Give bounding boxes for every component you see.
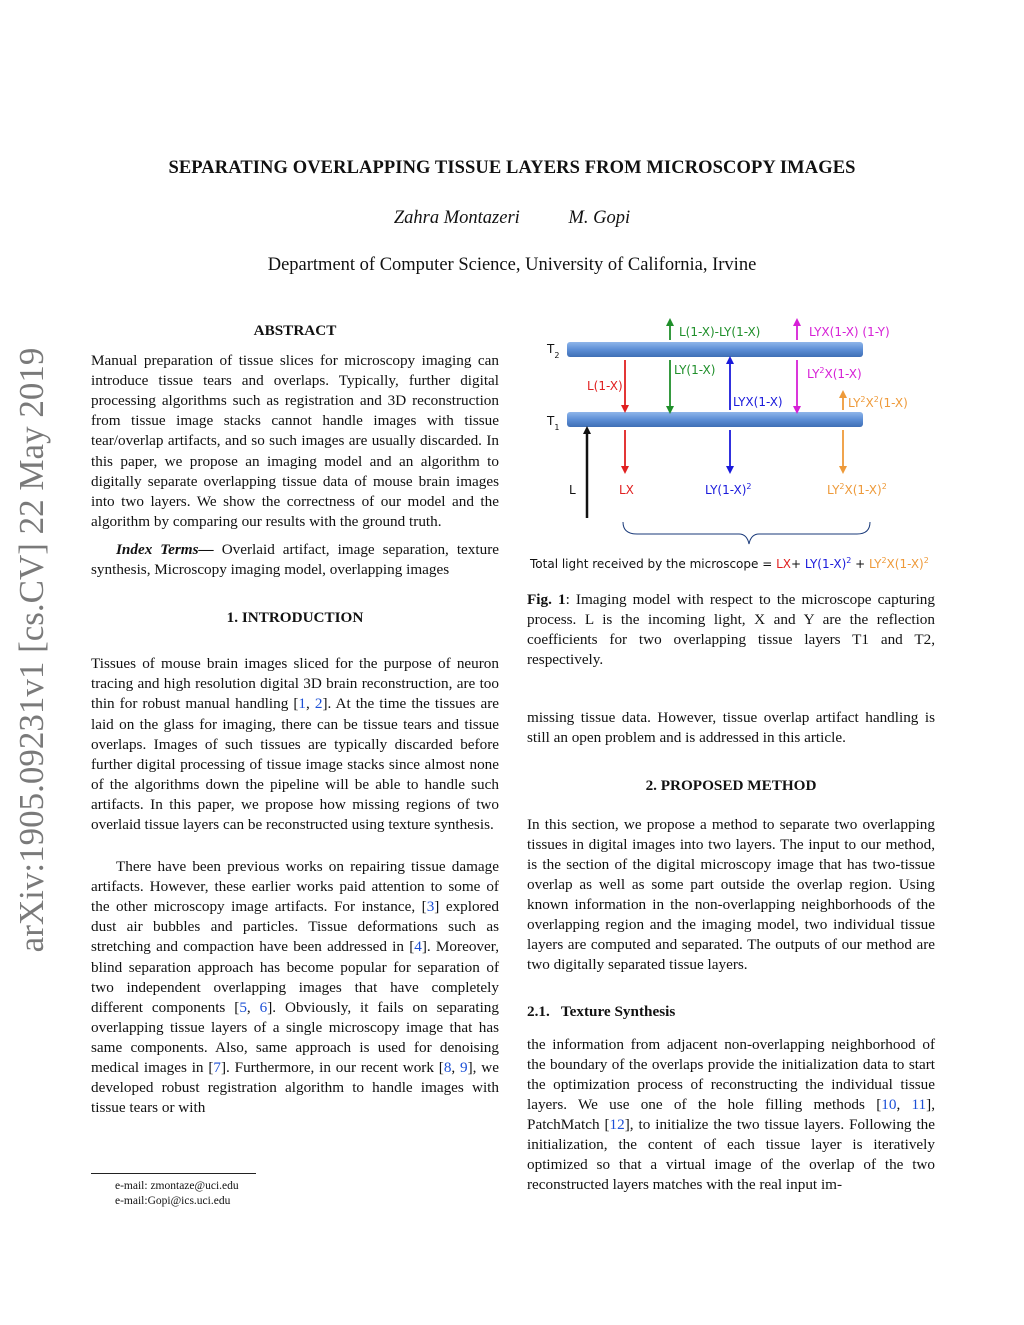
intro-p2-text-c: ]. Moreover, blind separation approach has become popular for separation of two independent overlapping images that have completely different components [ xyxy=(91,938,499,1016)
label-l1x: L(1-X) xyxy=(587,379,623,393)
footnotes xyxy=(115,1179,415,1209)
imaging-model-diagram xyxy=(527,318,947,580)
sum-brace xyxy=(623,522,870,544)
citation-5[interactable]: 5 xyxy=(239,998,247,1016)
index-terms-label: Index Terms— xyxy=(116,540,214,558)
footnote-rule xyxy=(91,1173,256,1174)
citation-4[interactable]: 4 xyxy=(414,938,422,956)
label-top-green: L(1-X)-LY(1-X) xyxy=(679,325,761,339)
citation-12[interactable]: 12 xyxy=(609,1115,625,1133)
index-terms xyxy=(91,540,499,580)
intro-paragraph-1 xyxy=(91,654,499,835)
footnote-email-2: e-mail:Gopi@ics.uci.edu xyxy=(115,1195,231,1207)
t1-label: $T_1$ xyxy=(547,414,560,432)
label-top-magenta: LYX(1-X) (1-Y) xyxy=(809,325,890,339)
intro-p2-text-e: ]. Furthermore, in our recent work [ xyxy=(220,1059,444,1076)
cite-sep: , xyxy=(306,695,315,713)
citation-8[interactable]: 8 xyxy=(443,1059,452,1076)
cite-sep: , xyxy=(246,998,260,1016)
citation-2[interactable]: 2 xyxy=(314,695,323,713)
citation-7[interactable]: 7 xyxy=(213,1059,221,1076)
texture-synthesis-heading: 2.1. Texture Synthesis xyxy=(527,1003,676,1021)
intro-heading: 1. INTRODUCTION xyxy=(226,609,364,627)
intro-p1-text-b: ]. At the time the tissues are laid on the glass for imaging, there can be tissue tears and tissue overlaps. Images of such tissues are typically discarded before further digital processing of tissue image stacks since almost none of the algorithms down the pipeline will be able to handle such artifacts. In this paper, we propose how missing regions of two overlaid tissue layers can be reconstructed using texture synthesis. xyxy=(91,695,500,833)
index-terms-text: Overlaid artifact, image separation, texture synthesis, Microscopy imaging model, overlapping images xyxy=(91,540,499,579)
intro-p2-text-d: ]. Obviously, it fails on separating overlapping tissue layers of a single microscopy image that has same components. Also, same approach is used for denoising medical images in [ xyxy=(91,998,499,1076)
figure-1 xyxy=(527,318,947,580)
label-orange-bottom: $LY^2X(1-X)^2$ xyxy=(827,482,887,497)
ts-text-a: the information from adjacent non-overlapping neighborhood of the boundary of the overlaps provide the initialization data to start the optimization process of reconstructing the individual tissue layers. We use one of the hole filling methods [ xyxy=(527,1035,935,1113)
figure-caption-text: : Imaging model with respect to the microscope capturing process. L is the incoming light, X and Y are the reflection coefficients for two overlapping tissue layers T1 and T2, respectively. xyxy=(527,591,935,669)
abstract-heading: ABSTRACT xyxy=(253,322,337,339)
layer-t1-bar xyxy=(567,412,863,427)
layer-t2-bar xyxy=(567,342,863,357)
author-list xyxy=(0,208,1024,229)
light-l-label: L xyxy=(569,483,576,497)
right-column xyxy=(527,590,935,1195)
footnote-email-1: e-mail: zmontaze@uci.edu xyxy=(115,1180,239,1192)
citation-1[interactable]: 1 xyxy=(298,695,306,713)
ts-text-c: ], to initialize the two tissue layers. Following the initialization, the content of each tissue layer is iteratively optimized so that a virtual image of the overlap of the two reconstructed layers matches with the real input im- xyxy=(527,1115,936,1194)
intro-continued: missing tissue data. However, tissue overlap artifact handling is still an open problem and is addressed in this article. xyxy=(527,709,935,747)
intro-p2-text-a: There have been previous works on repairing tissue damage artifacts. However, these earlier works paid attention to some of the other microscopy image artifacts. For instance, [ xyxy=(91,858,499,916)
texture-synthesis-text xyxy=(527,1035,935,1196)
label-mid-magenta: $LY^2X(1-X)$ xyxy=(807,366,862,381)
intro-p2-text-f: ], we developed robust registration algorithm to handle images with tissue tears or with xyxy=(91,1059,499,1117)
label-mid-green: LY(1-X) xyxy=(674,363,716,377)
left-column xyxy=(91,321,499,1118)
intro-paragraph-2 xyxy=(91,857,499,1118)
author-2: M. Gopi xyxy=(568,208,631,228)
label-orange-mid: $LY^2X^2(1-X)$ xyxy=(848,395,908,410)
label-lx: LX xyxy=(619,483,634,497)
cite-sep: , xyxy=(451,1059,461,1076)
intro-p1-text-a: Tissues of mouse brain images sliced for the purpose of neuron tracing and high resolution digital 3D brain reconstruction, are too thin for robust manual handling [ xyxy=(91,655,499,713)
intro-p2-text-b: ] explored dust air bubbles and particles. Tissue deformations such as stretching and compaction have been addressed in [ xyxy=(91,898,499,956)
label-bottom-blue: $LY(1-X)^2$ xyxy=(705,482,752,497)
method-heading: 2. PROPOSED METHOD xyxy=(645,776,817,794)
citation-9[interactable]: 9 xyxy=(460,1059,468,1076)
total-light-equation: Total light received by the microscope = $LX+ LY(1-X)^2 + LY^2X(1-X)^2$ xyxy=(530,556,929,571)
cite-sep: , xyxy=(896,1095,912,1113)
figure-caption xyxy=(527,590,935,670)
paper-title: SEPARATING OVERLAPPING TISSUE LAYERS FROM MICROSCOPY IMAGES xyxy=(168,158,856,178)
arxiv-side-label: arXiv:1905.09231v1 [cs.CV] 22 May 2019 xyxy=(12,347,51,953)
method-text: In this section, we propose a method to separate two overlapping tissues in digital images into two layers. The input to our method, is the section of the digital microscopy image that has two-tissue overlap as well as some part outside the overlap region. Using known information in the non-overlapping neighborhoods of the overlapping region and the imaging model, two individual tissue layers are computed and separated. The outputs of our method are two digitally separated tissue layers. xyxy=(527,815,935,974)
affiliation: Department of Computer Science, University of California, Irvine xyxy=(267,255,757,275)
citation-6[interactable]: 6 xyxy=(259,998,268,1016)
abstract-text: Manual preparation of tissue slices for microscopy imaging can introduce tissue tears and overlaps. Typically, further digital processing algorithms such as registration and 3D reconstruction from tissue image stacks cannot handle images with tissue tear/overlap artifacts, and so such images are usually discarded. In this paper, we propose an imaging model and an algorithm to digitally separate overlapping tissue data of mouse brain images into two layers. We show the correctness of our model and the algorithm by comparing our results with the ground truth. xyxy=(91,352,499,530)
citation-10[interactable]: 10 xyxy=(881,1095,897,1113)
label-lyx1x: LYX(1-X) xyxy=(733,395,783,409)
figure-caption-label: Fig. 1 xyxy=(527,591,566,608)
citation-11[interactable]: 11 xyxy=(911,1095,927,1113)
author-1: Zahra Montazeri xyxy=(393,208,520,228)
ts-text-b: ], PatchMatch [ xyxy=(527,1095,936,1133)
t2-label: $T_2$ xyxy=(547,342,560,360)
citation-3[interactable]: 3 xyxy=(426,898,435,916)
